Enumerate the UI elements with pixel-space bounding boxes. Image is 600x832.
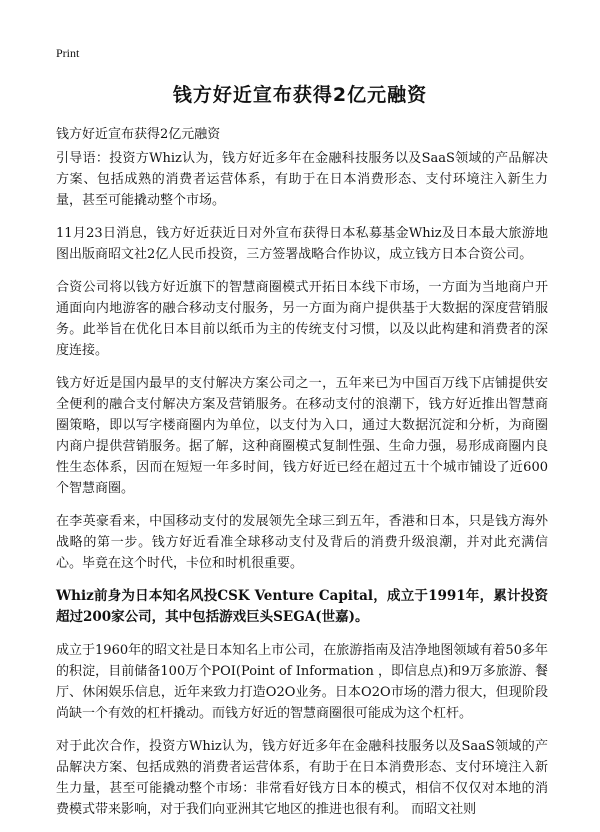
article-subtitle: 钱方好近宣布获得2亿元融资	[56, 127, 221, 142]
print-label[interactable]: Print	[56, 46, 80, 60]
paragraph-news: 11月23日消息，钱方好近获近日对外宣布获得日本私募基金Whiz及日本最大旅游地图出版商昭文社2亿人民币投资，三方签署战略合作协议，成立钱方日本合资公司。	[56, 226, 548, 262]
article-body	[56, 148, 548, 832]
paragraph-intro: 引导语：投资方Whiz认为，钱方好近多年在金融科技服务以及SaaS领域的产品解决方案、包括成熟的消费者运营体系，有助于在日本消费形态、支付环境注入新生力量，甚至可能撬动整个市场。	[56, 151, 548, 208]
paragraph-joint-venture: 合资公司将以钱方好近旗下的智慧商圈模式开拓日本线下市场，一方面为当地商户开通面向内地游客的融合移动支付服务，另一方面为商户提供基于大数据的深度营销服务。此举旨在优化日本目前以纸币为主的传统支付习惯，以及以此构建和消费者的深度连接。	[56, 280, 548, 358]
paragraph-company-background: 钱方好近是国内最早的支付解决方案公司之一，五年来已为中国百万线下店铺提供安全便利的融合支付解决方案及营销服务。在移动支付的浪潮下，钱方好近推出智慧商圈策略，即以写字楼商圈内为单位，以支付为入口，通过大数据沉淀和分析，为商圈内商户提供营销服务。据了解，这种商圈模式复制性强、生命力强，易形成商圈内良性生态体系，因而在短短一年多时间，钱方好近已经在超过五十个城市铺设了近600个智慧商圈。	[56, 376, 548, 496]
paragraph-strategy: 在李英豪看来，中国移动支付的发展领先全球三到五年，香港和日本，只是钱方海外战略的第一步。钱方好近看准全球移动支付及背后的消费升级浪潮，并对此充满信心。毕竟在这个时代，卡位和时机很重要。	[56, 514, 548, 571]
paragraph-whiz-highlight: Whiz前身为日本知名风投CSK Venture Capital，成立于1991年，累计投资超过200家公司，其中包括游戏巨头SEGA(世嘉)。	[56, 588, 548, 625]
paragraph-shobunsha: 成立于1960年的昭文社是日本知名上市公司，在旅游指南及洁净地图领域有着50多年的积淀，目前储备100万个POI(Point of Information ，即信息点)和9万多旅游、餐厅、休闲娱乐信息，近年来致力打造O2O业务。日本O2O市场的潜力很大，但现阶段尚缺一个有效的杠杆撬动。而钱方好近的智慧商圈很可能成为这个杠杆。	[56, 643, 548, 721]
page-title: 钱方好近宣布获得2亿元融资	[172, 84, 428, 106]
paragraph-cooperation: 对于此次合作，投资方Whiz认为，钱方好近多年在金融科技服务以及SaaS领域的产品解决方案、包括成熟的消费者运营体系，有助于在日本消费形态、支付环境注入新生力量，甚至可能撬动整个市场：非常看好钱方日本的模式，相信不仅仅对本地的消费模式带来影响，对于我们向亚洲其它地区的推进也很有利。 而昭文社则	[56, 739, 548, 817]
